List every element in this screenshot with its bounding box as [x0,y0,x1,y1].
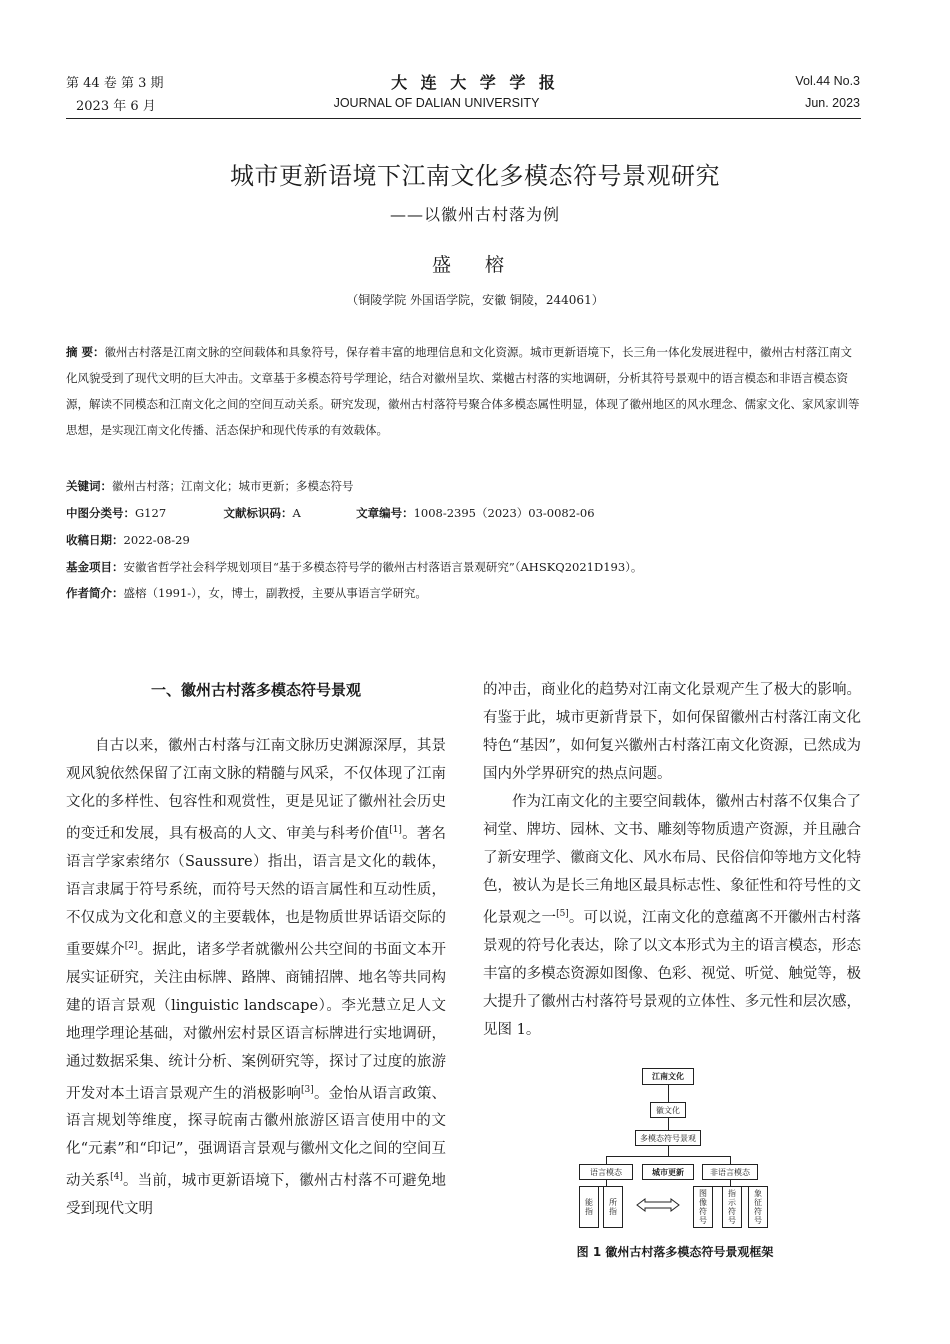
node-signified: 所指 [603,1186,623,1228]
doc-label: 文献标识码： [223,506,293,520]
node-index-sign: 指示符号 [722,1186,742,1228]
article-author: 盛 榕 [431,254,519,276]
node-multimodal-landscape: 多模态符号景观 [635,1130,701,1146]
received-date [66,527,861,553]
clc-value: G127 [135,506,167,520]
keywords [66,473,861,499]
paragraph-1: 自古以来，徽州古村落与江南文脉历史渊源深厚，其景观风貌依然保留了江南文脉的精髓与风采，不仅体现了江南文化的多样性、包容性和观赏性，更是见证了徽州社会历史的变迁和发展，具有极高的人文、审美与科考价值[1]。著名语言学家索绪尔（Saussure）指出，语言是文化的载体，语言隶属于符号系统，而符号天然的语言属性和互动性质，不仅成为文化和意义的主要载体，也是物质世界话语交际的重要媒介[2]。据此，诸多学者就徽州公共空间的书面文本开展实证研究，关注由标牌、路牌、商铺招牌、地名等共同构建的语言景观（linguistic landscape）。李光慧立足人文地理学理论基础，对徽州宏村景区语言标牌进行实地调研，通过数据采集、统计分析、案例研究等，探讨了过度的旅游开发对本土语言景观产生的消极影响[3]。金怡从语言政策、语言规划等维度，探寻皖南古徽州旅游区语言使用中的文化“元素”和“印记”，强调语言景观与徽州文化之间的空间互动关系[4]。当前，城市更新语境下，徽州古村落不可避免地受到现代文明 [66,738,447,1218]
author-bio [66,580,861,606]
article-title: 城市更新语境下江南文化多模态符号景观研究 [230,162,720,190]
classification-line [66,500,861,526]
fund-text: 安徽省哲学社会科学规划项目“基于多模态符号学的徽州古村落语言景观研究”（AHSKQ2021D193）。 [123,560,643,574]
paragraph-2: 的冲击，商业化的趋势对江南文化景观产生了极大的影响。有鉴于此，城市更新背景下，如何保留徽州古村落江南文化特色“基因”，如何复兴徽州古村落江南文化资源，已然成为国内外学界研究的热点问题。 [483,682,861,782]
keywords-text: 徽州古村落；江南文化；城市更新；多模态符号 [112,479,354,493]
abstract [66,339,861,443]
citation-4: [4] [110,1172,123,1183]
header-rule [66,118,861,119]
section-heading-1: 一、徽州古村落多模态符号景观 [150,681,361,699]
citation-3: [3] [301,1084,314,1095]
node-nonlinguistic-modality: 非语言模态 [702,1164,758,1180]
fund-label: 基金项目： [66,560,124,574]
double-arrow-icon [636,1198,680,1212]
received-label: 收稿日期： [66,533,124,547]
node-hui-culture: 徽文化 [650,1102,686,1118]
header-journal-cn: 大 连 大 学 学 报 [391,73,559,92]
citation-2: [2] [124,940,138,951]
right-column [483,676,861,1044]
node-signifier: 能指 [579,1186,599,1228]
fund [66,554,861,580]
clc-label: 中图分类号： [66,506,135,520]
header-date-cn: 2023 年 6 月 [76,99,156,114]
node-jiangnan-culture: 江南文化 [642,1068,694,1085]
abstract-text: 徽州古村落是江南文脉的空间载体和具象符号，保存着丰富的地理信息和文化资源。城市更新语境下，长三角一体化发展进程中，徽州古村落江南文化风貌受到了现代文明的巨大冲击。文章基于多模态符号学理论，结合对徽州呈坎、棠樾古村落的实地调研，分析其符号景观中的语言模态和非语言模态资源，解读不同模态和江南文化之间的空间互动关系。研究发现，徽州古村落符号聚合体多模态属性明显，体现了徽州地区的风水理念、儒家文化、家风家训等思想，是实现江南文化传播、活态保护和现代传承的有效载体。 [66,345,860,437]
header-volume-cn: 第 44 卷 第 3 期 [66,76,164,91]
left-column [66,676,446,1223]
header-volume-en: Vol.44 No.3 [795,74,860,88]
figure-1-diagram [578,1068,768,1240]
bio-label: 作者简介： [66,586,124,600]
node-linguistic-modality: 语言模态 [579,1164,633,1180]
received-value: 2022-08-29 [123,533,190,547]
node-urban-renewal: 城市更新 [642,1164,694,1180]
paragraph-3: 作为江南文化的主要空间载体，徽州古村落不仅集合了祠堂、牌坊、园林、文书、雕刻等物质遗产资源，并且融合了新安理学、徽商文化、风水布局、民俗信仰等地方文化特色，被认为是长三角地区最具标志性、象征性和符号性的文化景观之一[5]。可以说，江南文化的意蕴离不开徽州古村落景观的符号化表达，除了以文本形式为主的语言模态，形态丰富的多模态资源如图像、色彩、视觉、听觉、触觉等，极大提升了徽州古村落符号景观的立体性、多元性和层次感，见图 1。 [483,794,862,1038]
citation-5: [5] [556,909,569,919]
abstract-label: 摘 要： [66,345,105,359]
header-date-en: Jun. 2023 [805,96,860,110]
keywords-label: 关键词： [66,479,112,493]
article-no-label: 文章编号： [356,506,414,520]
bio-text: 盛榕（1991-），女，博士，副教授，主要从事语言学研究。 [123,586,427,600]
article-subtitle: ——以徽州古村落为例 [389,205,560,224]
doc-value: A [292,506,301,520]
article-affiliation: （铜陵学院 外国语学院，安徽 铜陵，244061） [346,293,604,307]
article-no-value: 1008-2395（2023）03-0082-06 [413,506,595,520]
citation-1: [1] [389,825,402,835]
figure-1-caption: 图 1 徽州古村落多模态符号景观框架 [576,1245,774,1259]
header-journal-en: JOURNAL OF DALIAN UNIVERSITY [333,96,540,110]
node-symbol-sign: 象征符号 [748,1186,768,1228]
node-icon-sign: 图像符号 [693,1186,713,1228]
